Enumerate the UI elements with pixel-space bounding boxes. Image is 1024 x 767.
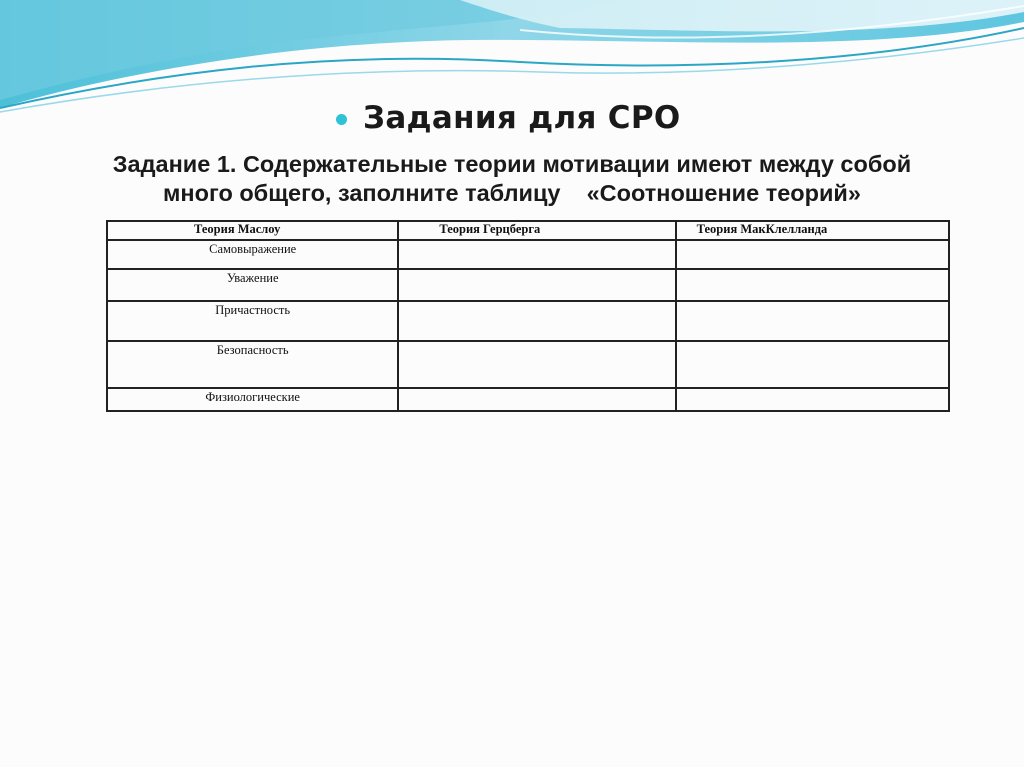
bullet-icon [336,114,347,125]
empty-cell[interactable] [676,341,949,388]
empty-cell[interactable] [398,269,675,301]
table-row [107,269,949,301]
empty-cell[interactable] [398,388,675,411]
table-row [107,341,949,388]
header-mcclelland: Теория МакКлелланда [676,221,949,240]
table-row [107,388,949,411]
header-maslow: Теория Маслоу [107,221,398,240]
empty-cell[interactable] [676,240,949,269]
empty-cell[interactable] [676,269,949,301]
table-header-row [107,221,949,240]
task-description [60,150,964,208]
table-row [107,240,949,269]
slide-title-text: Задания для СРО [363,100,681,136]
theories-table [106,220,950,412]
task-line-2: много общего, заполните таблицу «Соотношение теорий» [163,180,861,206]
row-label: Физиологические [107,388,398,411]
empty-cell[interactable] [676,388,949,411]
empty-cell[interactable] [676,301,949,341]
empty-cell[interactable] [398,240,675,269]
row-label: Самовыражение [107,240,398,269]
row-label: Уважение [107,269,398,301]
empty-cell[interactable] [398,341,675,388]
task-line-1: Задание 1. Содержательные теории мотивации имеют между собой [112,151,912,177]
row-label: Безопасность [107,341,398,388]
table-row [107,301,949,341]
empty-cell[interactable] [398,301,675,341]
row-label: Причастность [107,301,398,341]
header-herzberg: Теория Герцберга [398,221,675,240]
slide-title [336,100,681,136]
